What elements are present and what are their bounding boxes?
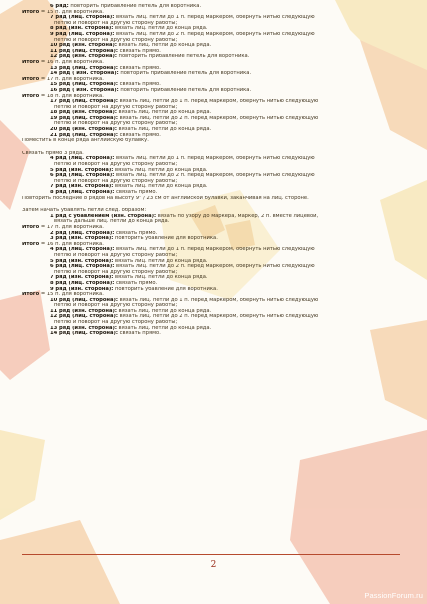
row-label: 16 ряд ( изн. сторона): — [50, 87, 119, 93]
instruction-text: вязать лиц. петли до конца ряда. — [113, 26, 208, 32]
instruction-text: вязать лиц. петли до конца ряда. — [113, 258, 208, 264]
row-label: 7 ряд (лиц. сторона): — [50, 15, 115, 21]
instruction-text: связать прямо. — [114, 230, 158, 236]
instruction-text: петлю и поворот на другую сторону работы; — [54, 252, 178, 258]
instruction-text: вязать лиц. петли до конца ряда. — [113, 184, 208, 190]
instruction-text: вязать лиц. петли до конца ряда. — [113, 275, 208, 281]
row-label: 17 ряд (лиц. сторона): — [50, 99, 118, 105]
instruction-text: = 15 п. для воротника. — [39, 292, 104, 298]
row-label: Итого — [22, 9, 40, 15]
row-label: 14 ряд ( изн. сторона): — [50, 71, 119, 77]
instruction-text: вязать лиц. петли до 2 п. перед маркером, обернуть нитью следующую — [114, 173, 315, 179]
instruction-text: вязать лиц. петли до 2 п. перед маркером, обернуть нитью следующую — [114, 31, 315, 37]
row-label: 7 ряд (изн. сторона): — [50, 184, 114, 190]
instruction-text: петлю и поворот на другую сторону работы; — [54, 104, 178, 110]
row-label: Итого — [22, 241, 40, 247]
row-label: 14 ряд (лиц. сторона): — [50, 331, 118, 337]
row-label: 5 ряд (изн. сторона): — [50, 258, 114, 264]
paragraph-gap — [22, 144, 417, 151]
row-label: 12 ряд (лиц. сторона): — [50, 314, 118, 320]
row-label: 2 ряд (лиц. сторона): — [50, 230, 115, 236]
row-label: 19 ряд (лиц. сторона): — [50, 115, 118, 121]
row-label: 6 ряд: — [50, 4, 69, 9]
row-label: 13 ряд (изн. сторона): — [50, 325, 117, 331]
row-label: 10 ряд (лиц. сторона): — [50, 297, 118, 303]
instruction-text: вязать лиц. петли до 2 п. перед маркером, обернуть нитью следующую — [114, 264, 315, 270]
instruction-text: = 17 п. для воротника. — [39, 76, 104, 82]
site-watermark: PassionForum.ru — [364, 591, 423, 600]
instruction-text: вязать лиц. петли до 1 п. перед маркером, обернуть нитью следующую — [117, 99, 319, 105]
row-label: 20 ряд (изн. сторона): — [50, 127, 117, 133]
instruction-text: вязать дальше лиц. петли до конца ряда. — [54, 219, 170, 225]
row-label: 8 ряд (лиц. сторона): — [50, 190, 115, 195]
instruction-text: повторить прибавление петель для воротника. — [68, 4, 202, 9]
row-label: 9 ряд (лиц. сторона): — [50, 31, 115, 37]
row-label: 4 ряд (лиц. сторона): — [50, 247, 115, 253]
instruction-text: связать прямо. — [117, 132, 161, 138]
instruction-text: = 15 п. для воротника. — [39, 9, 104, 15]
row-label: 12 ряд (изн. сторона): — [50, 54, 117, 60]
instruction-text: связать прямо. — [114, 190, 158, 195]
instruction-text: вязать лиц. петли до 2 п. перед маркером, обернуть нитью следующую — [117, 314, 319, 320]
instruction-text: петлю и поворот на другую сторону работы; — [54, 121, 178, 127]
instruction-text: вязать по узору до маркера, маркер, 2 п. вместе лицевой, — [156, 213, 319, 219]
row-label: 6 ряд (лиц. сторона): — [50, 264, 115, 270]
row-label: 8 ряд (изн. сторона): — [50, 26, 114, 32]
instruction-text: вязать лиц. петли до 1 п. перед маркером, обернуть нитью следующую — [114, 156, 315, 162]
instruction-text: = 16 п. для воротника. — [39, 59, 104, 65]
instruction-text: петлю и поворот на другую сторону работы; — [54, 269, 178, 275]
instruction-text: петлю и поворот на другую сторону работы; — [54, 37, 178, 43]
instruction-text: связать прямо. — [117, 82, 161, 88]
instruction-text: вязать лиц. петли до 1 п. перед маркером, обернуть нитью следующую — [114, 247, 315, 253]
instruction-text: Повторить последние 8 рядов на высоту 9" / 23 см от английской булавки, заканчивая на лиц. стороне. — [22, 195, 309, 201]
instruction-text: вязать лиц. петли до конца ряда. — [116, 325, 212, 331]
instruction-text: связать прямо. — [117, 48, 161, 54]
instruction-text: вязать лиц. петли до конца ряда. — [116, 110, 212, 116]
instruction-text: = 16 п. для воротника. — [39, 241, 104, 247]
row-label: Итого — [22, 59, 40, 65]
instruction-line — [22, 331, 417, 337]
instruction-text: связать прямо. — [117, 65, 161, 71]
instruction-text: вязать лиц. петли до 1 п. перед маркером, обернуть нитью следующую — [114, 15, 315, 21]
instruction-text: вязать лиц. петли до конца ряда. — [116, 308, 212, 314]
paragraph-gap — [22, 201, 417, 208]
row-label: 18 ряд (изн. сторона): — [50, 110, 117, 116]
pattern-instructions — [22, 4, 417, 337]
instruction-text: повторить прибавление петель для воротника. — [118, 71, 252, 77]
instruction-text: = 17 п. для воротника. — [39, 224, 104, 230]
row-label: 1 ряд с убавлением (изн. сторона): — [50, 213, 157, 219]
row-label: 15 ряд (лиц. сторона): — [50, 82, 118, 88]
footer-rule — [22, 554, 400, 555]
instruction-text: повторить прибавление петель для воротника. — [118, 87, 252, 93]
row-label: 3 ряд (изн. сторона): — [50, 236, 114, 242]
instruction-text: вязать лиц. петли до конца ряда. — [113, 167, 208, 173]
instruction-text: вязать лиц. петли до конца ряда. — [116, 43, 212, 49]
instruction-text: повторить убавление для воротника. — [113, 286, 218, 292]
row-label: 5 ряд (изн. сторона): — [50, 167, 114, 173]
row-label: Итого — [22, 93, 40, 99]
instruction-text: = 18 п. для воротника. — [39, 93, 104, 99]
row-label: 11 ряд (лиц. сторона): — [50, 48, 118, 54]
row-label: 7 ряд (изн. сторона): — [50, 275, 114, 281]
instruction-text: связать прямо. — [117, 331, 161, 337]
instruction-text: петлю и поворот на другую сторону работы; — [54, 320, 178, 326]
row-label: Итого — [22, 224, 40, 230]
row-label: 11 ряд (изн. сторона): — [50, 308, 117, 314]
row-label: 10 ряд (изн. сторона): — [50, 43, 117, 49]
instruction-text: Затем начать убавлять петли след. образом: — [22, 208, 147, 214]
instruction-text: повторить прибавление петель для воротника. — [116, 54, 250, 60]
instruction-text: вязать лиц. петли до 2 п. перед маркером, обернуть нитью следующую — [117, 115, 319, 121]
row-label: Итого — [22, 292, 40, 298]
instruction-text: вязать лиц. петли до 1 п. перед маркером, обернуть нитью следующую — [117, 297, 319, 303]
instruction-text: связать прямо. — [114, 280, 158, 286]
instruction-text: петлю и поворот на другую сторону работы; — [54, 162, 178, 168]
instruction-text: вязать лиц. петли до конца ряда. — [116, 127, 212, 133]
row-label: 9 ряд (изн. сторона): — [50, 286, 114, 292]
instruction-text: повторить убавление для воротника. — [113, 236, 218, 242]
page-number: 2 — [210, 560, 217, 570]
row-label: 6 ряд (лиц. сторона): — [50, 173, 115, 179]
row-label: 13 ряд (лиц. сторона): — [50, 65, 118, 71]
instruction-text: Связать прямо 3 ряда. — [22, 150, 84, 156]
instruction-text: петлю и поворот на другую сторону работы; — [54, 303, 178, 309]
row-label: Итого — [22, 76, 40, 82]
instruction-text: петлю и поворот на другую сторону работы; — [54, 20, 178, 26]
row-label: 21 ряд (лиц. сторона): — [50, 132, 118, 138]
instruction-text: Поместить в конце ряда английскую булавку. — [22, 138, 149, 144]
row-label: 8 ряд (лиц. сторона): — [50, 280, 115, 286]
instruction-text: петлю и поворот на другую сторону работы; — [54, 178, 178, 184]
row-label: 4 ряд (лиц. сторона): — [50, 156, 115, 162]
